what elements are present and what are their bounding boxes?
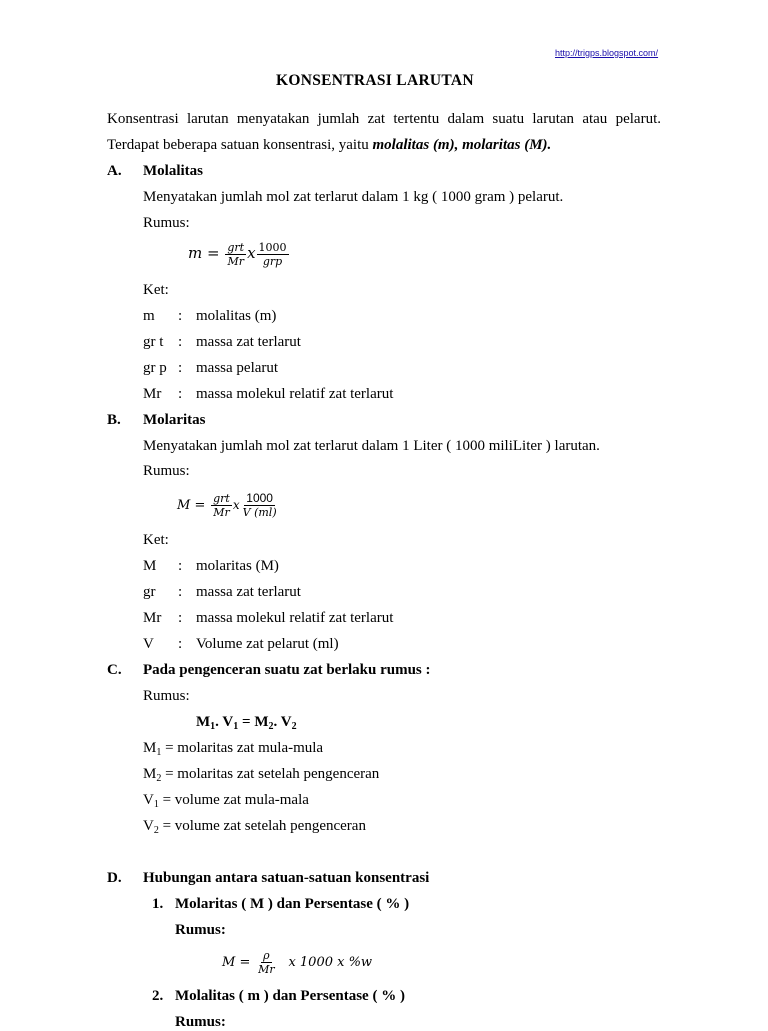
ket-a-desc-3: massa molekul relatif zat terlarut [196, 386, 394, 402]
ket-b-sym-3: V [143, 636, 154, 652]
denominator: V (ml) [242, 505, 277, 519]
numerator: ρ [263, 948, 270, 962]
formula-lhs: M = [177, 498, 206, 513]
def-symbol: V [143, 818, 154, 834]
blog-link[interactable]: http://trigps.blogspot.com/ [555, 48, 659, 58]
v-symbol: V [222, 714, 234, 730]
def-desc: = volume zat setelah pengenceran [162, 818, 366, 834]
ket-colon: : [178, 584, 183, 600]
ket-colon: : [178, 334, 183, 350]
times-symbol: x [247, 244, 256, 262]
denominator: Mr [227, 254, 244, 268]
dilution-def-3 [143, 817, 366, 835]
section-b-ket: Ket: [143, 532, 169, 548]
subscript: 2 [156, 773, 162, 784]
section-a-desc: Menyatakan jumlah mol zat terlarut dalam 1 kg ( 1000 gram ) pelarut. [143, 189, 564, 205]
ket-a-sym-0: m [143, 308, 155, 324]
ket-a-sym-2: gr p [143, 360, 167, 376]
subscript: 1 [156, 747, 162, 758]
fraction-grt-mr [211, 492, 232, 519]
fraction-grt-mr [225, 241, 246, 268]
sub2-rumus: Rumus: [175, 1014, 226, 1030]
molalitas-formula [188, 236, 290, 270]
ket-b-desc-2: massa molekul relatif zat terlarut [196, 610, 394, 626]
ket-b-desc-1: massa zat terlarut [196, 584, 301, 600]
ket-colon: : [178, 308, 183, 324]
section-c-letter: C. [107, 662, 122, 678]
denominator: grp [262, 254, 283, 268]
def-symbol: M [143, 740, 157, 756]
molaritas-persen-formula [222, 943, 372, 981]
section-a-ket: Ket: [143, 282, 169, 298]
ket-colon: : [178, 360, 183, 376]
subscript: 2 [268, 721, 274, 732]
m-symbol: M [254, 714, 269, 730]
ket-a-sym-1: gr t [143, 334, 164, 350]
def-desc: = molaritas zat mula-mula [165, 740, 324, 756]
numerator: 1000 [246, 490, 273, 505]
section-c-rumus: Rumus: [143, 688, 190, 704]
ket-a-desc-2: massa pelarut [196, 360, 279, 376]
def-desc: = molaritas zat setelah pengenceran [165, 766, 380, 782]
ket-a-desc-0: molalitas (m) [196, 308, 277, 324]
ket-colon: : [178, 386, 183, 402]
ket-colon: : [178, 610, 183, 626]
denominator: Mr [258, 962, 275, 976]
sub2-number: 2. [152, 988, 164, 1004]
subscript: 1 [153, 799, 159, 810]
ket-b-sym-1: gr [143, 584, 156, 600]
intro-units: molalitas (m), molaritas (M). [372, 137, 552, 153]
sub1-label: Molaritas ( M ) dan Persentase ( % ) [175, 896, 410, 912]
ket-b-sym-0: M [143, 558, 157, 574]
subscript: 2 [153, 825, 159, 836]
section-a-letter: A. [107, 163, 122, 179]
ket-colon: : [178, 636, 183, 652]
dilution-def-1 [143, 765, 379, 783]
v-symbol: V [280, 714, 292, 730]
ket-b-desc-3: Volume zat pelarut (ml) [196, 636, 339, 652]
subscript: 2 [291, 721, 297, 732]
numerator: grt [227, 240, 245, 254]
subscript: 1 [210, 721, 216, 732]
formula-lhs: M = [222, 955, 251, 970]
formula-rest: x 1000 x %w [288, 955, 373, 970]
sub1-rumus: Rumus: [175, 922, 226, 938]
denominator: Mr [213, 505, 230, 519]
section-b-desc: Menyatakan jumlah mol zat terlarut dalam 1 Liter ( 1000 miliLiter ) larutan. [143, 438, 600, 454]
intro-line-2-text: Terdapat beberapa satuan konsentrasi, yaitu [107, 137, 369, 153]
def-symbol: M [143, 766, 157, 782]
section-b-letter: B. [107, 412, 121, 428]
dilution-def-2 [143, 791, 309, 809]
dilution-formula: $M_1$. $V_1 = M_2$. $V_2$ [196, 714, 297, 732]
section-c-heading: Pada pengenceran suatu zat berlaku rumus : [143, 662, 431, 678]
times-symbol: x [232, 498, 240, 512]
fraction-1000-grp [257, 241, 289, 268]
section-b-heading: Molaritas [143, 412, 206, 428]
section-d-letter: D. [107, 870, 122, 886]
ket-b-desc-0: molaritas (M) [196, 558, 279, 574]
dilution-def-0 [143, 739, 323, 757]
ket-a-sym-3: Mr [143, 386, 162, 402]
def-symbol: V [143, 792, 154, 808]
section-b-rumus: Rumus: [143, 463, 190, 479]
section-a-rumus: Rumus: [143, 215, 190, 231]
numerator: grt [213, 491, 230, 505]
subscript: 1 [233, 721, 239, 732]
section-d-heading: Hubungan antara satuan-satuan konsentrasi [143, 870, 430, 886]
numerator: 1000 [258, 240, 287, 254]
formula-lhs: m = [188, 244, 220, 262]
intro-line-2 [107, 136, 551, 154]
ket-b-sym-2: Mr [143, 610, 162, 626]
molaritas-formula [177, 487, 280, 523]
fraction-rho-mr [256, 949, 277, 976]
page-title: KONSENTRASI LARUTAN [276, 72, 474, 89]
fraction-1000-v [241, 492, 279, 519]
sub1-number: 1. [152, 896, 164, 912]
m-symbol: M [196, 714, 211, 730]
sub2-label: Molalitas ( m ) dan Persentase ( % ) [175, 988, 405, 1004]
ket-a-desc-1: massa zat terlarut [196, 334, 301, 350]
def-desc: = volume zat mula-mala [162, 792, 309, 808]
section-a-heading: Molalitas [143, 163, 203, 179]
ket-colon: : [178, 558, 183, 574]
intro-line-1: Konsentrasi larutan menyatakan jumlah zat tertentu dalam suatu larutan atau pelarut. [107, 111, 661, 127]
